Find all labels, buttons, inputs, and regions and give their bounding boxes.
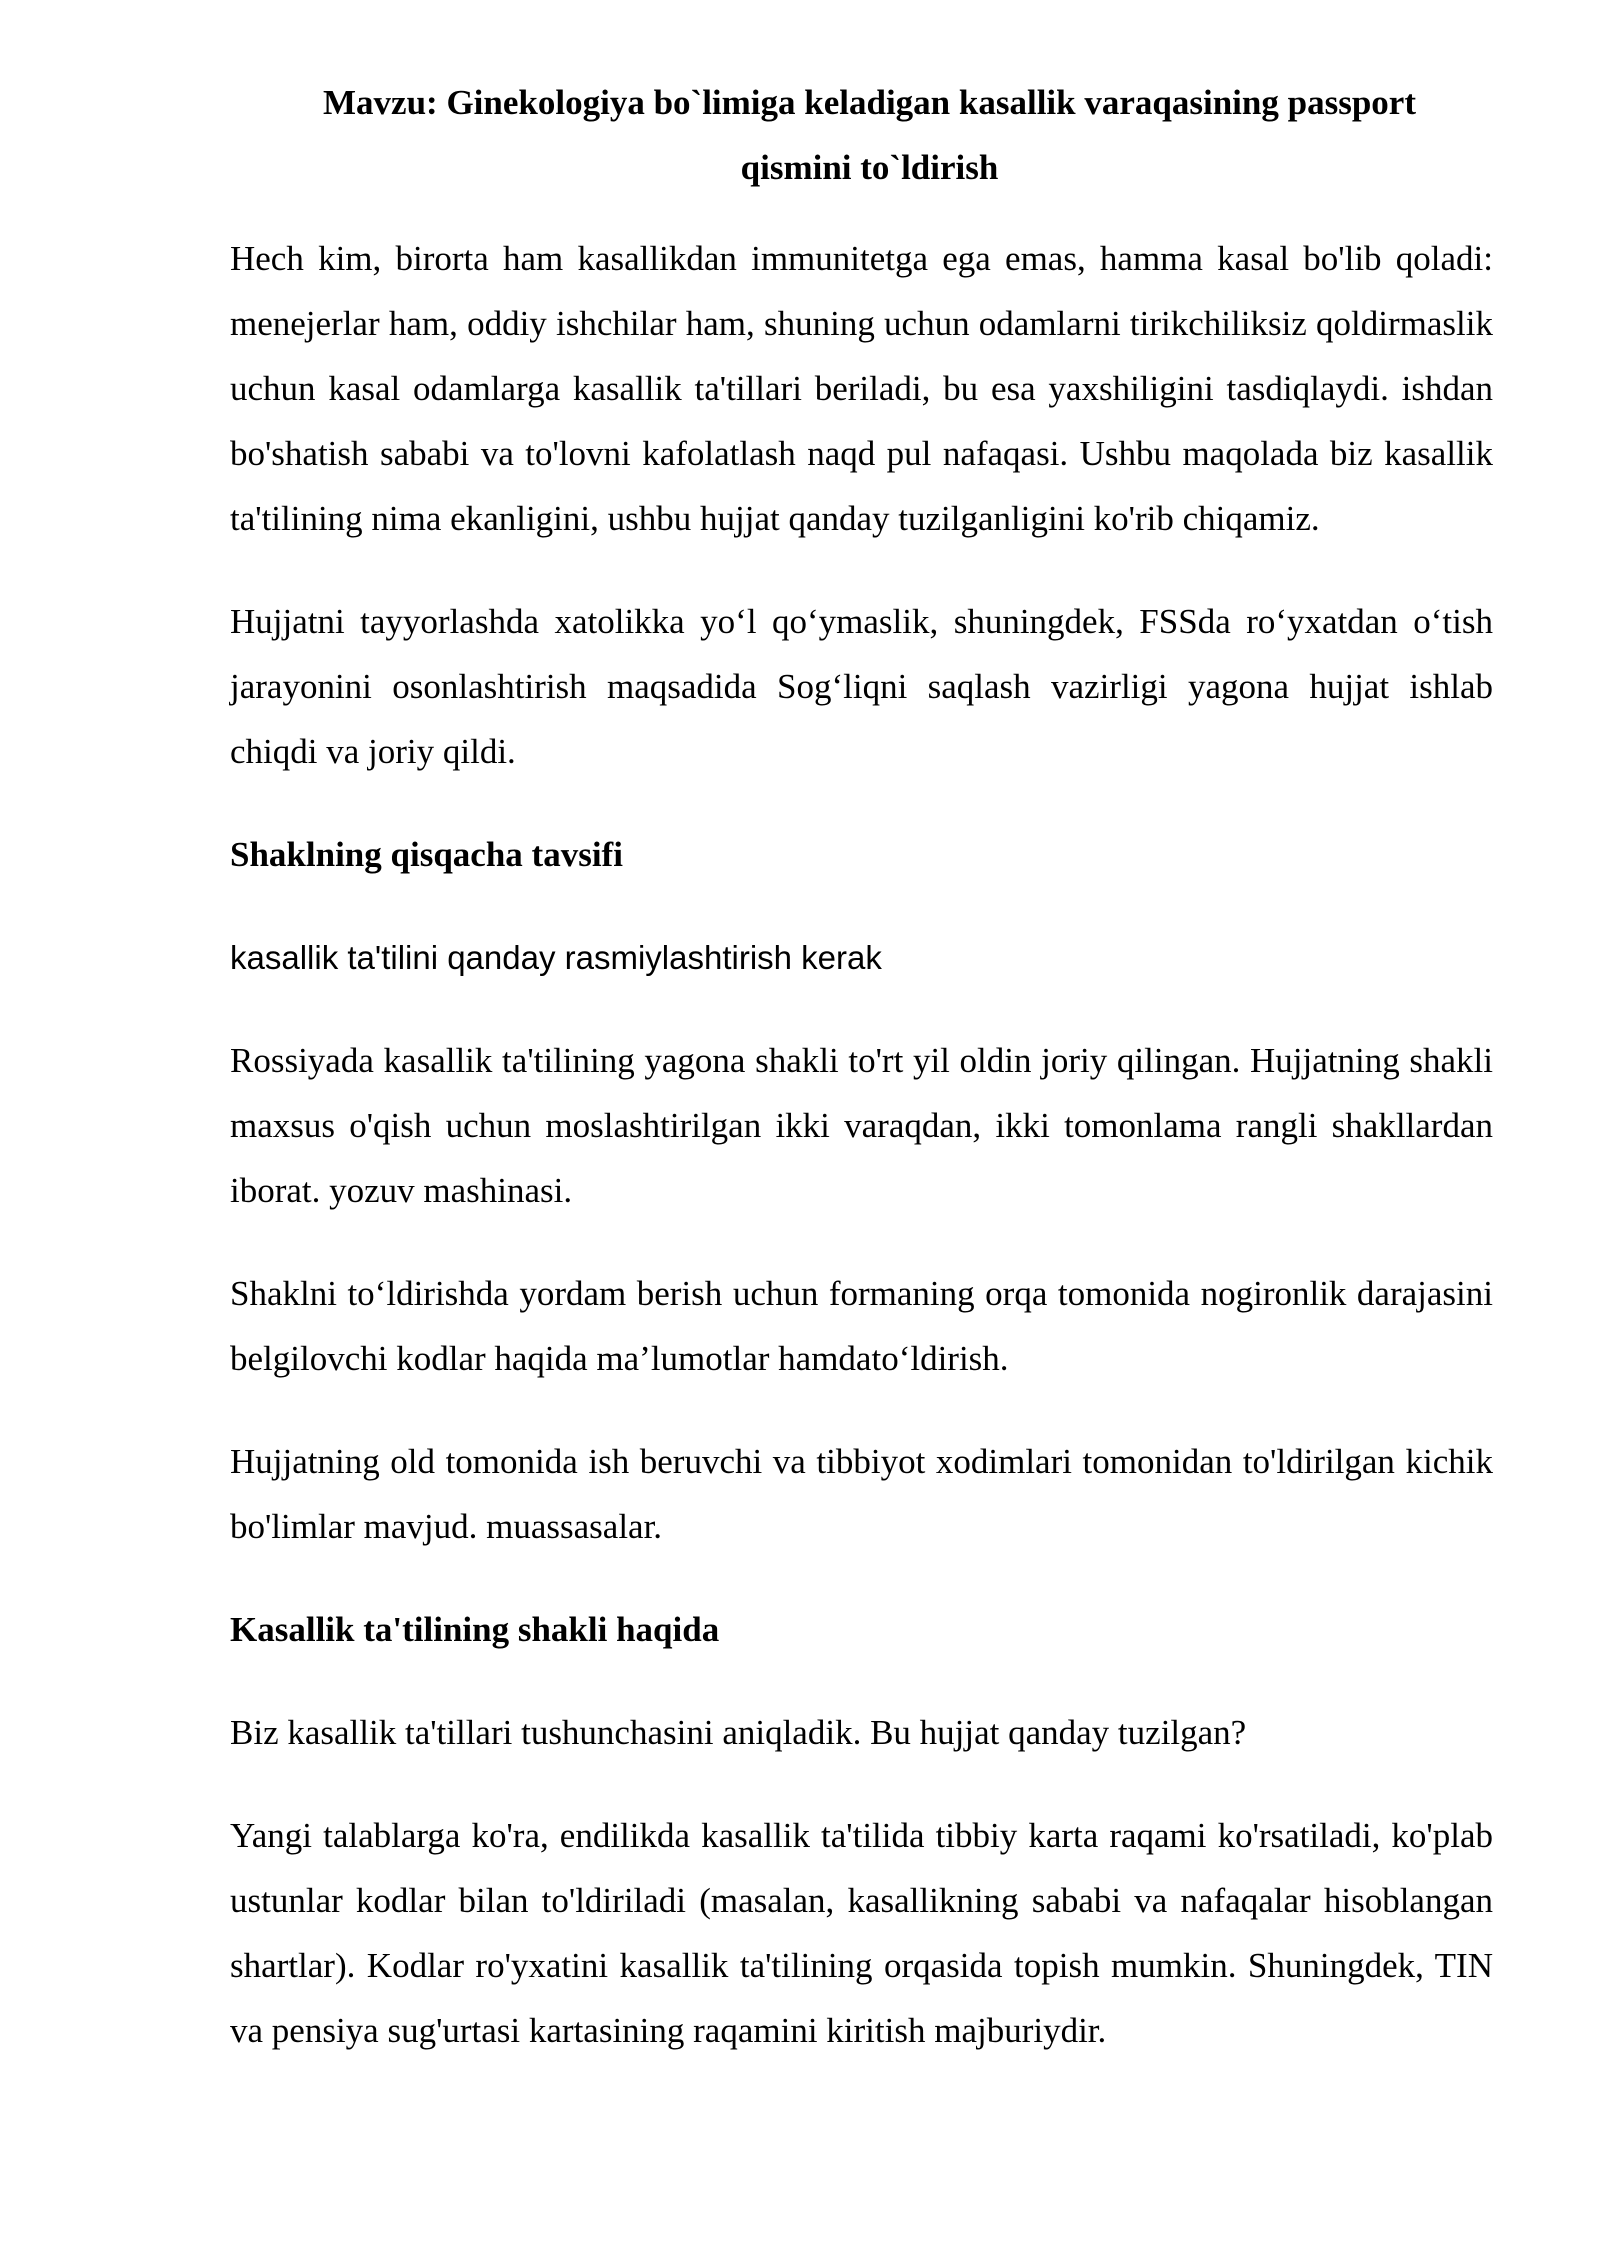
- paragraph-filling-help: Shaklni to‘ldirishda yordam berish uchun formaning orqa tomonida nogironlik darajasini belgilovchi kodlar haqida ma’lumotlar hamdato‘ldirish.: [230, 1274, 1493, 1378]
- document-title: [230, 70, 1493, 200]
- title-line-2: qismini to`ldirish: [740, 148, 999, 187]
- section-heading-about-form: Kasallik ta'tilining shakli haqida: [230, 1610, 720, 1649]
- paragraph-question: Biz kasallik ta'tillari tushunchasini aniqladik. Bu hujjat qanday tuzilgan?: [230, 1713, 1247, 1752]
- document-body: [230, 70, 1493, 2101]
- paragraph-intro: Hech kim, birorta ham kasallikdan immunitetga ega emas, hamma kasal bo'lib qoladi: menejerlar ham, oddiy ishchilar ham, shuning uchun odamlarni tirikchiliksiz qoldirmaslik uchun kasal odamlarga kasallik ta'tillari beriladi, bu esa yaxshiligini tasdiqlaydi. ishdan bo'shatish sababi va to'lovni kafolatlash naqd pul nafaqasi. Ushbu maqolada biz kasallik ta'tilining nima ekanligini, ushbu hujjat qanday tuzilganligini ko'rib chiqamiz.: [230, 239, 1493, 538]
- paragraph-ministry: Hujjatni tayyorlashda xatolikka yo‘l qo‘ymaslik, shuningdek, FSSda ro‘yxatdan o‘tish jarayonini osonlashtirish maqsadida Sog‘liqni saqlash vazirligi yagona hujjat ishlab chiqdi va joriy qildi.: [230, 602, 1493, 771]
- paragraph-front-side: Hujjatning old tomonida ish beruvchi va tibbiyot xodimlari tomonidan to'ldirilgan kichik bo'limlar mavjud. muassasalar.: [230, 1442, 1493, 1546]
- section-heading-form-description: Shaklning qisqacha tavsifi: [230, 835, 623, 874]
- title-line-1: Mavzu: Ginekologiya bo`limiga keladigan kasallik varaqasining passport: [323, 83, 1416, 122]
- paragraph-new-requirements: Yangi talablarga ko'ra, endilikda kasallik ta'tilida tibbiy karta raqami ko'rsatiladi, ko'plab ustunlar kodlar bilan to'ldiriladi (masalan, kasallikning sababi va nafaqalar hisoblangan shartlar). Kodlar ro'yxatini kasallik ta'tilining orqasida topish mumkin. Shuningdek, TIN va pensiya sug'urtasi kartasining raqamini kiritish majburiydir.: [230, 1816, 1493, 2050]
- subheading-how-to-register: kasallik ta'tilini qanday rasmiylashtirish kerak: [230, 939, 882, 976]
- paragraph-single-form: Rossiyada kasallik ta'tilining yagona shakli to'rt yil oldin joriy qilingan. Hujjatning shakli maxsus o'qish uchun moslashtirilgan ikki varaqdan, ikki tomonlama rangli shakllardan iborat. yozuv mashinasi.: [230, 1041, 1493, 1210]
